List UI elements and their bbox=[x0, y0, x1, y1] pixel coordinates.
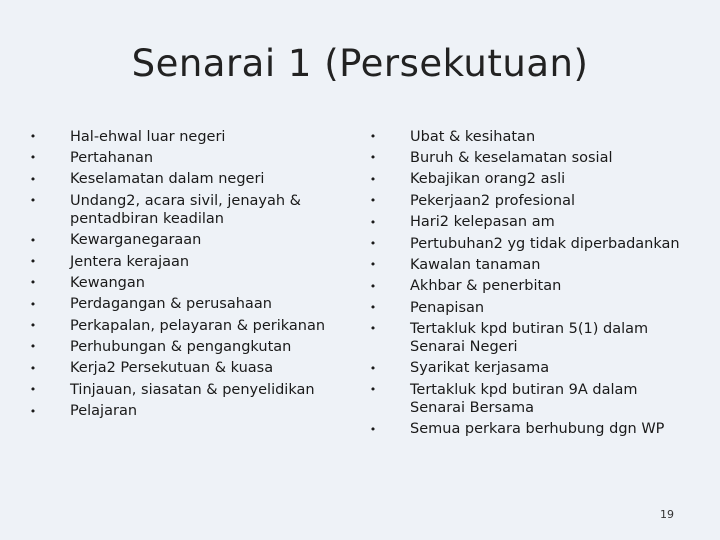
list-item bbox=[28, 294, 338, 315]
bullet-icon: • bbox=[29, 194, 37, 208]
list-item-text: Perkapalan, pelayaran & perikanan bbox=[70, 317, 326, 334]
list-item-text: Jentera kerajaan bbox=[70, 253, 190, 270]
list-item bbox=[28, 315, 338, 336]
list-item-text: Kebajikan orang2 asli bbox=[410, 171, 566, 188]
list-item-text: Tinjauan, siasatan & penyelidikan bbox=[70, 381, 315, 398]
list-item-text: Pekerjaan2 profesional bbox=[410, 192, 576, 209]
list-item bbox=[28, 336, 338, 357]
list-item bbox=[368, 419, 688, 440]
list-item-text: Hari2 kelepasan am bbox=[410, 214, 555, 231]
bullet-icon: • bbox=[29, 297, 37, 311]
list-item-text: Perhubungan & pengangkutan bbox=[70, 339, 292, 356]
list-item-text: Tertakluk kpd butiran 5(1) dalam Senarai Negeri bbox=[410, 321, 649, 356]
bullet-icon: • bbox=[29, 340, 37, 354]
list-item bbox=[368, 147, 688, 168]
list-item bbox=[368, 233, 688, 254]
list-item bbox=[368, 190, 688, 211]
list-item-text: Keselamatan dalam negeri bbox=[70, 171, 265, 188]
list-item-text: Pelajaran bbox=[70, 403, 138, 420]
bullet-icon: • bbox=[29, 233, 37, 247]
bullet-icon: • bbox=[369, 279, 377, 293]
list-item bbox=[368, 297, 688, 318]
list-item bbox=[368, 276, 688, 297]
list-item bbox=[368, 379, 688, 418]
list-item-text: Kewarganegaraan bbox=[70, 232, 202, 249]
bullet-icon: • bbox=[369, 151, 377, 165]
bullet-icon: • bbox=[369, 322, 377, 336]
list-item-text: Pertahanan bbox=[70, 150, 154, 167]
bullet-icon: • bbox=[369, 383, 377, 397]
list-item bbox=[368, 169, 688, 190]
bullet-icon: • bbox=[29, 172, 37, 186]
list-item bbox=[28, 401, 338, 422]
bullet-icon: • bbox=[29, 404, 37, 418]
list-item bbox=[368, 212, 688, 233]
bullet-icon: • bbox=[29, 319, 37, 332]
bullet-icon: • bbox=[29, 151, 37, 165]
bullet-icon: • bbox=[369, 172, 377, 186]
page-number: 19 bbox=[660, 508, 674, 521]
list-item bbox=[368, 254, 688, 275]
slide-title: Senarai 1 (Persekutuan) bbox=[131, 42, 589, 85]
list-item bbox=[28, 379, 338, 400]
bullet-icon: • bbox=[29, 276, 37, 290]
bullet-icon: • bbox=[369, 361, 377, 375]
list-item bbox=[28, 230, 338, 251]
bullet-icon: • bbox=[369, 236, 377, 250]
list-item-text: Kewangan bbox=[70, 274, 145, 291]
list-item bbox=[28, 147, 338, 168]
bullet-icon: • bbox=[29, 383, 37, 397]
list-item-text: Semua perkara berhubung dgn WP bbox=[410, 421, 665, 438]
list-item bbox=[368, 318, 688, 357]
list-item-text: Undang2, acara sivil, jenayah & pentadbiran keadilan bbox=[70, 192, 301, 227]
list-item bbox=[28, 169, 338, 190]
list-item-text: Hal-ehwal luar negeri bbox=[70, 128, 226, 145]
bullet-icon: • bbox=[369, 194, 377, 208]
list-item-text: Ubat & kesihatan bbox=[410, 128, 536, 145]
left-bullet-list bbox=[28, 126, 338, 422]
list-item-text: Syarikat kerjasama bbox=[410, 360, 550, 377]
list-item-text: Buruh & keselamatan sosial bbox=[410, 150, 613, 167]
bullet-icon: • bbox=[369, 301, 377, 314]
list-item-text: Penapisan bbox=[410, 299, 485, 316]
list-item-text: Tertakluk kpd butiran 9A dalam Senarai Bersama bbox=[410, 381, 638, 416]
list-item bbox=[28, 190, 338, 229]
list-item-text: Pertubuhan2 yg tidak diperbadankan bbox=[410, 235, 680, 252]
bullet-icon: • bbox=[369, 258, 377, 272]
bullet-icon: • bbox=[29, 130, 37, 143]
bullet-icon: • bbox=[29, 254, 37, 268]
right-bullet-list bbox=[368, 126, 688, 440]
bullet-icon: • bbox=[369, 130, 377, 143]
bullet-icon: • bbox=[369, 422, 377, 436]
list-item bbox=[28, 272, 338, 293]
list-item-text: Akhbar & penerbitan bbox=[410, 278, 562, 295]
list-item-text: Kawalan tanaman bbox=[410, 256, 541, 273]
list-item bbox=[368, 126, 688, 147]
bullet-icon: • bbox=[369, 215, 377, 229]
list-item bbox=[368, 358, 688, 379]
bullet-icon: • bbox=[29, 361, 37, 375]
list-item bbox=[28, 126, 338, 147]
list-item bbox=[28, 358, 338, 379]
list-item bbox=[28, 251, 338, 272]
list-item-text: Perdagangan & perusahaan bbox=[70, 296, 272, 313]
list-item-text: Kerja2 Persekutuan & kuasa bbox=[70, 360, 274, 377]
